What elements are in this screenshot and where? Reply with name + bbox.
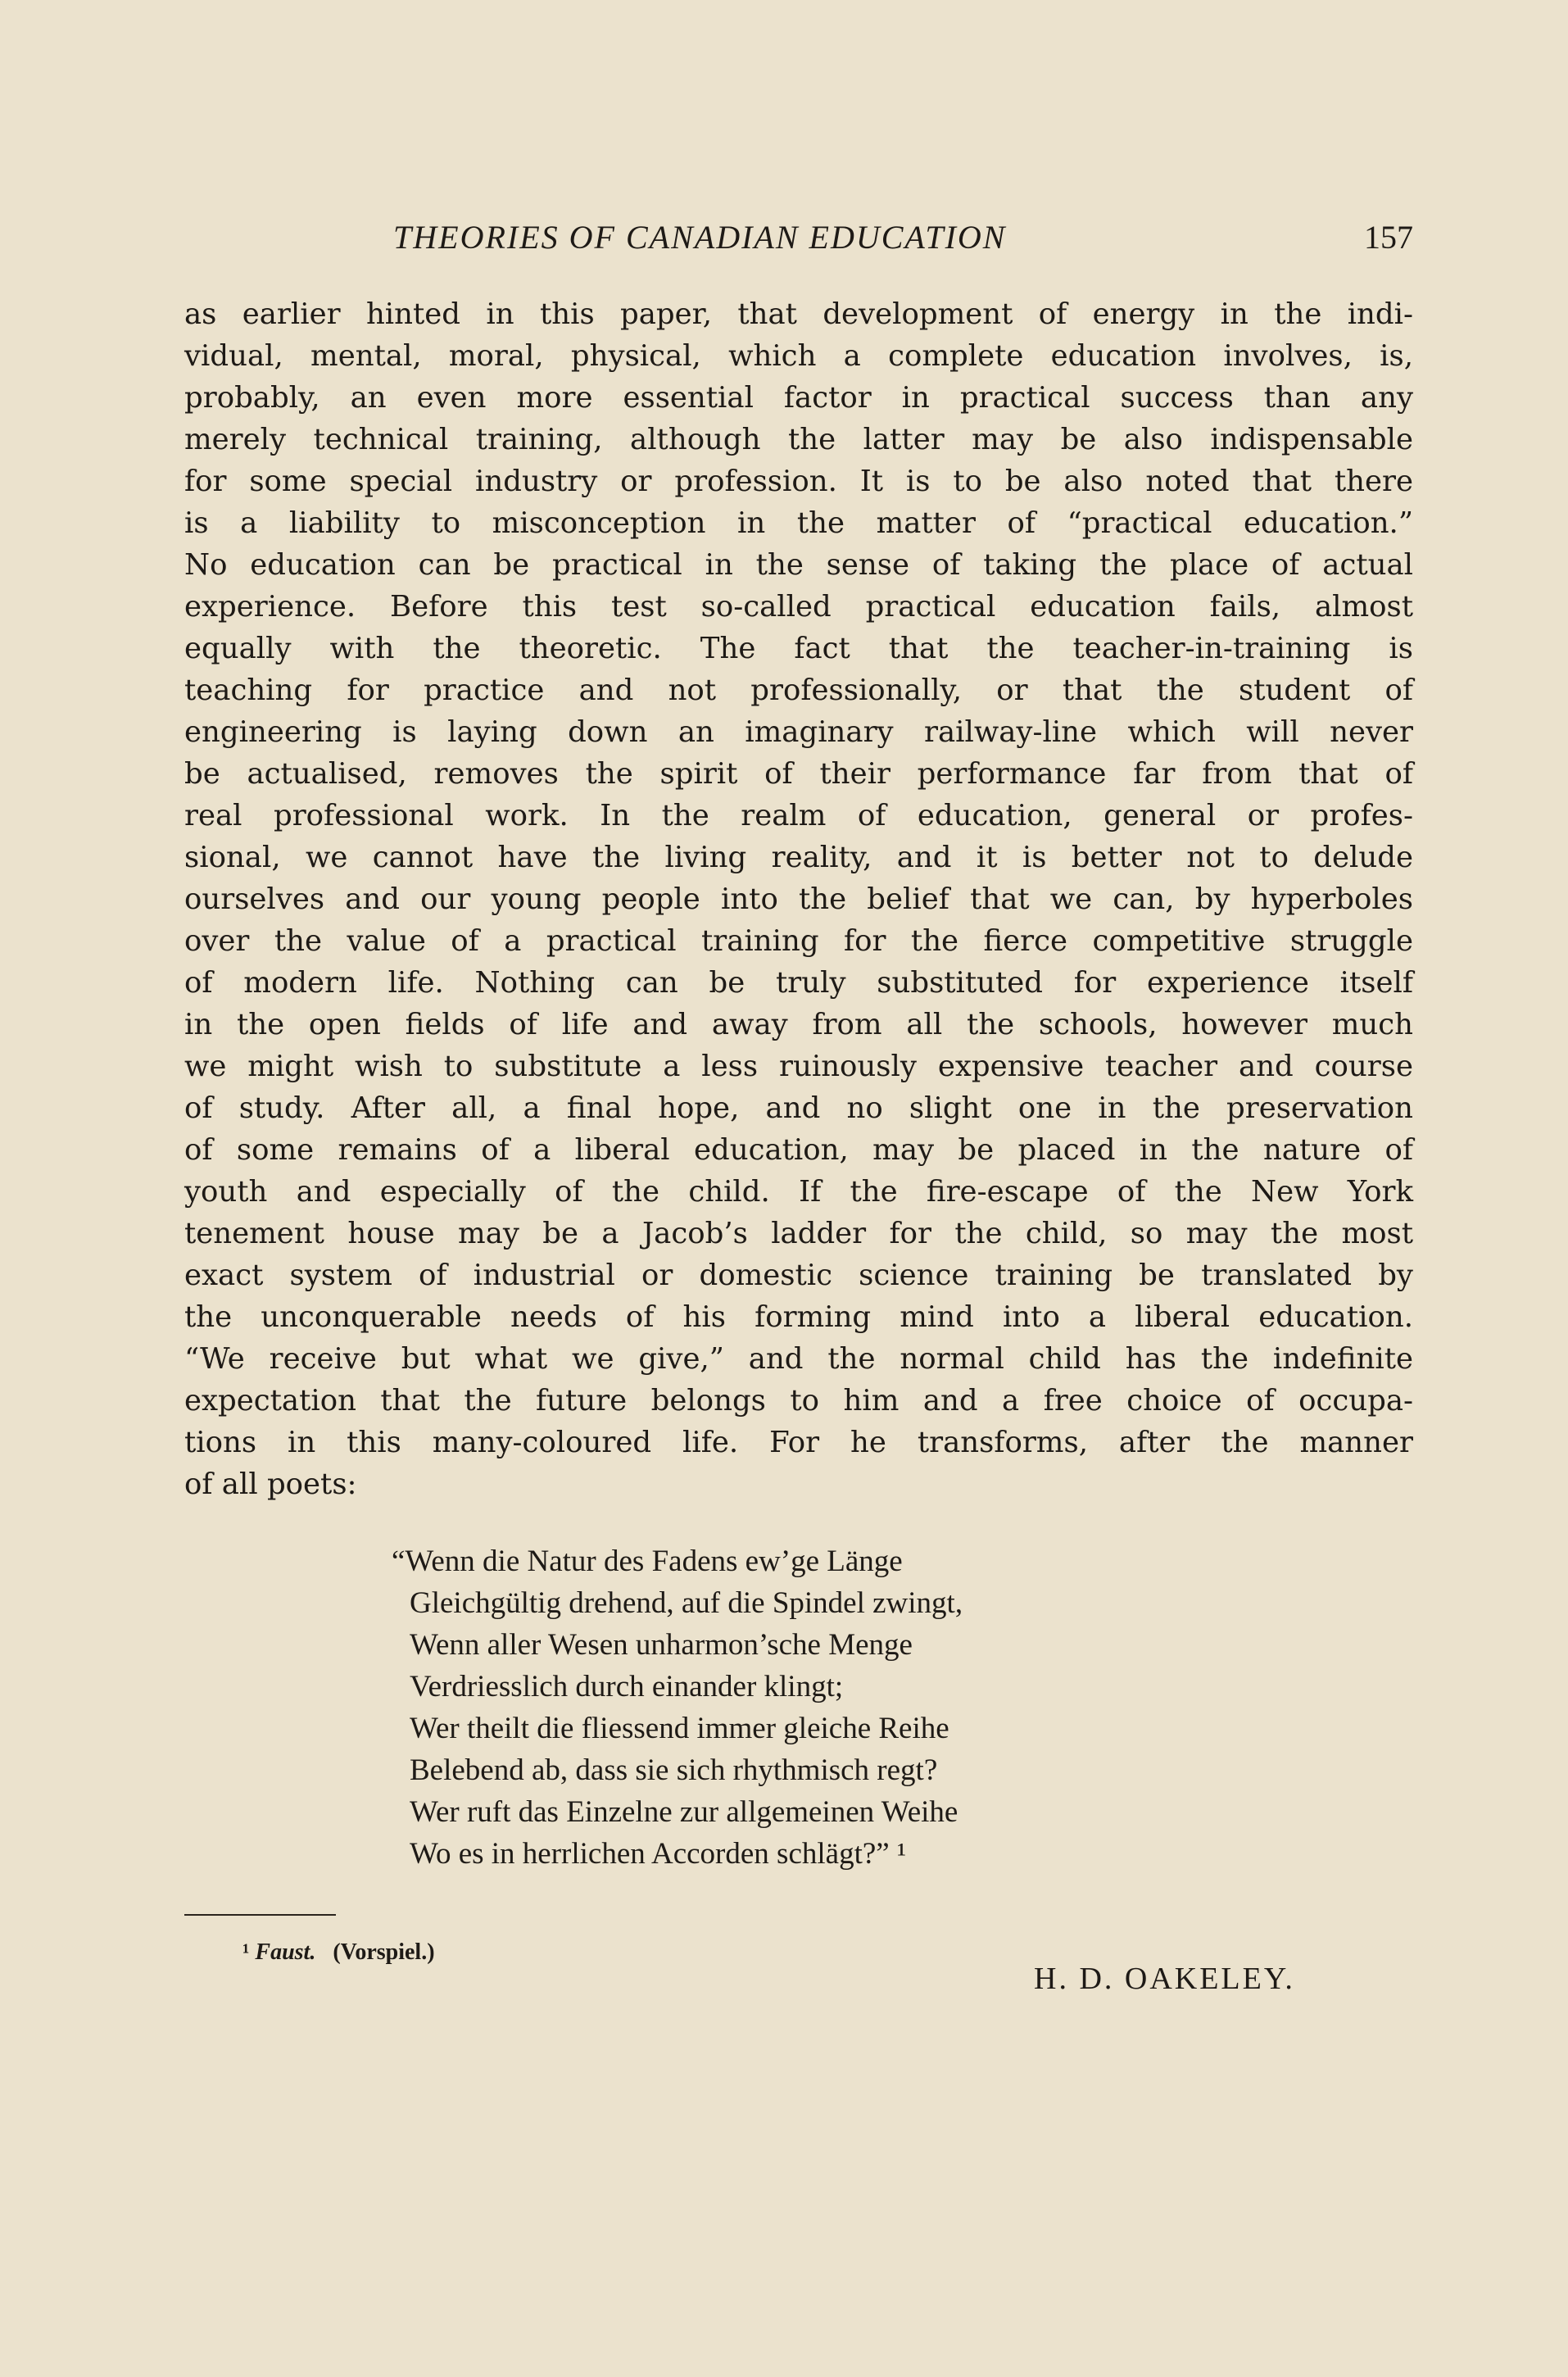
text-line: engineering is laying down an imaginary railway-line which will never xyxy=(184,715,1413,749)
footnote xyxy=(242,1939,435,1966)
poem-line: “Wenn die Natur des Fadens ew’ge Länge xyxy=(392,1545,903,1578)
text-line: we might wish to substitute a less ruinously expensive teacher and course xyxy=(184,1050,1413,1083)
text-line: of modern life. Nothing can be truly substituted for experience itself xyxy=(184,966,1413,1000)
text-line: for some special industry or profession. It is to be also noted that there xyxy=(184,465,1413,498)
text-line: over the value of a practical training for the fierce competitive struggle xyxy=(184,924,1413,958)
page-header xyxy=(184,218,1413,259)
page-number: 157 xyxy=(1364,219,1413,256)
text-line: tions in this many-coloured life. For he transforms, after the manner xyxy=(184,1426,1413,1459)
poem-quotation xyxy=(392,1540,1252,1875)
text-line: the unconquerable needs of his forming mind into a liberal education. xyxy=(184,1300,1413,1334)
text-line: is a liability to misconception in the matter of “practical education.” xyxy=(184,506,1413,540)
footnote-divider xyxy=(184,1914,336,1916)
text-line: vidual, mental, moral, physical, which a complete education involves, is, xyxy=(184,339,1413,373)
text-line: teaching for practice and not professionally, or that the student of xyxy=(184,674,1413,707)
text-line: probably, an even more essential factor in practical success than any xyxy=(184,381,1413,415)
text-line: real professional work. In the realm of education, general or profes- xyxy=(184,799,1413,832)
text-line: as earlier hinted in this paper, that development of energy in the indi- xyxy=(184,297,1413,331)
text-line: be actualised, removes the spirit of their performance far from that of xyxy=(184,757,1413,791)
text-line: merely technical training, although the latter may be also indispensable xyxy=(184,423,1413,456)
poem-line: Wo es in herrlichen Accorden schlägt?” ¹ xyxy=(410,1837,907,1871)
footnote-marker: ¹ xyxy=(242,1939,250,1965)
text-line: tenement house may be a Jacob’s ladder for the child, so may the most xyxy=(184,1217,1413,1250)
poem-line: Wer theilt die fliessend immer gleiche Reihe xyxy=(410,1712,949,1745)
text-line: of study. After all, a final hope, and no slight one in the preservation xyxy=(184,1091,1413,1125)
poem-line: Belebend ab, dass sie sich rhythmisch regt? xyxy=(410,1753,938,1787)
text-line: sional, we cannot have the living reality, and it is better not to delude xyxy=(184,841,1413,874)
text-line: equally with the theoretic. The fact that the teacher-in-training is xyxy=(184,632,1413,665)
text-line: youth and especially of the child. If the fire-escape of the New York xyxy=(184,1175,1413,1209)
poem-line: Wer ruft das Einzelne zur allgemeinen Weihe xyxy=(410,1795,958,1829)
text-line: expectation that the future belongs to him and a free choice of occupa- xyxy=(184,1384,1413,1418)
text-line: No education can be practical in the sense of taking the place of actual xyxy=(184,548,1413,582)
author-signature: H. D. OAKELEY. xyxy=(1034,1962,1295,1996)
text-line: of all poets: xyxy=(184,1467,357,1501)
text-line: exact system of industrial or domestic science training be translated by xyxy=(184,1259,1413,1292)
poem-line: Gleichgültig drehend, auf die Spindel zwingt, xyxy=(410,1586,963,1620)
poem-line: Wenn aller Wesen unharmon’sche Menge xyxy=(410,1628,913,1662)
body-paragraph xyxy=(184,293,1413,1505)
poem-line: Verdriesslich durch einander klingt; xyxy=(410,1670,844,1703)
running-title: THEORIES OF CANADIAN EDUCATION xyxy=(393,219,1007,256)
footnote-title: Faust. xyxy=(255,1939,316,1965)
text-line: in the open fields of life and away from all the schools, however much xyxy=(184,1008,1413,1041)
text-line: experience. Before this test so-called practical education fails, almost xyxy=(184,590,1413,624)
text-line: ourselves and our young people into the belief that we can, by hyperboles xyxy=(184,882,1413,916)
text-line: of some remains of a liberal education, may be placed in the nature of xyxy=(184,1133,1413,1167)
footnote-reference: (Vorspiel.) xyxy=(333,1939,435,1965)
text-line: “We receive but what we give,” and the normal child has the indefinite xyxy=(184,1342,1413,1376)
